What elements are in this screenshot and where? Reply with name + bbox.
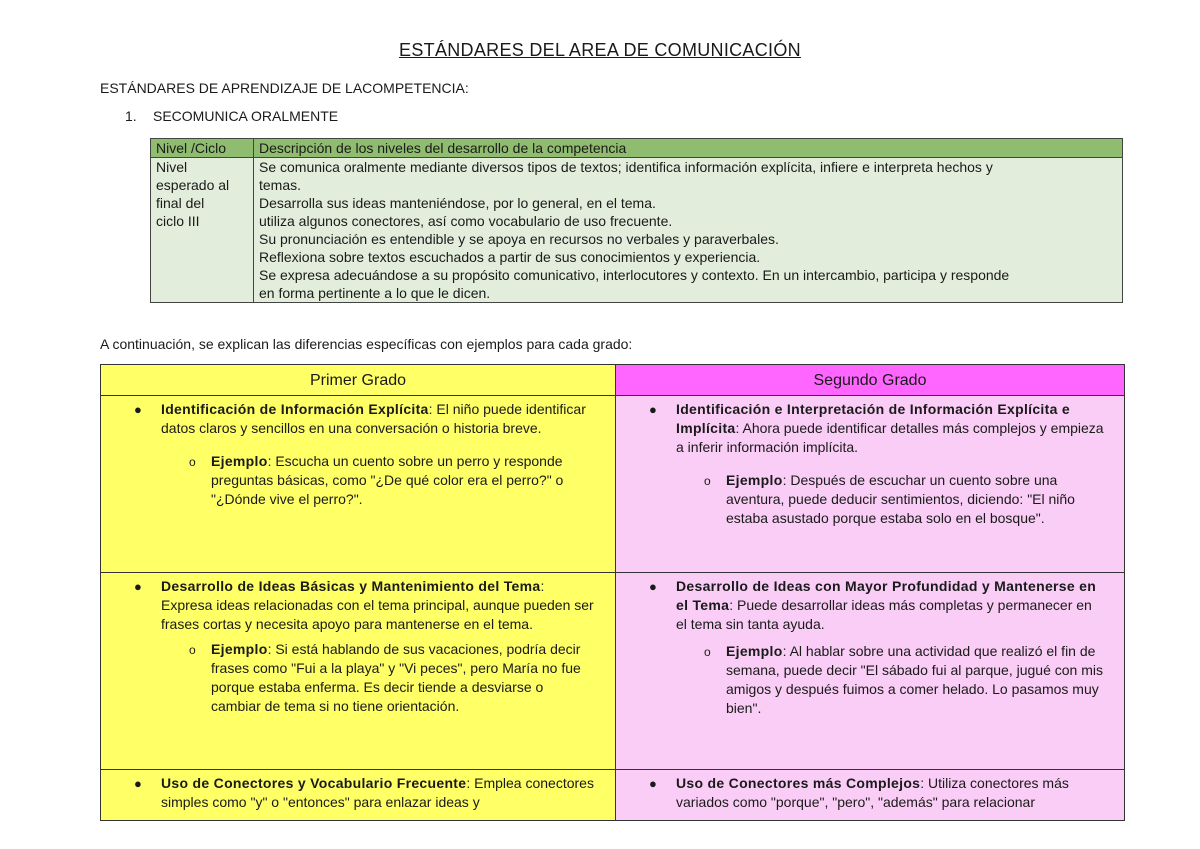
bullet-item <box>101 774 615 812</box>
description-line: Se expresa adecuándose a su propósito comunicativo, interlocutores y contexto. En un intercambio, participa y responde <box>259 267 1010 283</box>
levels-header-row <box>151 139 1123 158</box>
level-line: esperado al <box>156 177 230 193</box>
example-text: : Si está hablando de sus vacaciones, podría decir frases como "Fui a la playa" y "Vi peces", pero María no fue porque estaba enferma. Es decir tiende a desviarse o cambiar de tema si no tiene orientación. <box>211 641 581 714</box>
bullet-icon: ● <box>134 402 142 417</box>
levels-header-description: Descripción de los niveles del desarrollo de la competencia <box>254 139 1123 158</box>
levels-body-row <box>151 158 1123 303</box>
primer-cell <box>101 396 616 573</box>
example-label: Ejemplo <box>726 472 783 488</box>
bullet-title: Uso de Conectores y Vocabulario Frecuente <box>161 775 467 791</box>
segundo-cell <box>616 396 1125 573</box>
example-item <box>616 642 1124 718</box>
bullet-icon: ● <box>649 402 657 417</box>
bullet-title: Desarrollo de Ideas Básicas y Mantenimiento del Tema <box>161 578 541 594</box>
table-row <box>101 573 1125 770</box>
bullet-text: : Ahora puede identificar detalles más complejos y empieza a inferir información implícita. <box>676 420 1104 455</box>
circle-bullet-icon: o <box>189 455 196 469</box>
circle-bullet-icon: o <box>704 474 711 488</box>
description-line: en forma pertinente a lo que le dicen. <box>259 285 491 301</box>
circle-bullet-icon: o <box>704 645 711 659</box>
bullet-item <box>101 400 615 438</box>
section-subtitle: ESTÁNDARES DE APRENDIZAJE DE LACOMPETENCIA: <box>100 80 469 96</box>
header-segundo-grado: Segundo Grado <box>616 365 1125 396</box>
bullet-item <box>616 400 1124 457</box>
grades-header-row <box>101 365 1125 396</box>
bullet-icon: ● <box>134 579 142 594</box>
numbered-list-item <box>125 108 338 124</box>
level-line: Nivel <box>156 159 188 175</box>
primer-cell <box>101 770 616 821</box>
bullet-icon: ● <box>134 776 142 791</box>
bullet-title: Identificación e Interpretación de Información Explícita e Implícita <box>676 401 1070 436</box>
bullet-text: : Puede desarrollar ideas más completas y permanecer en el tema sin tanta ayuda. <box>676 597 1092 632</box>
description-line: temas. <box>259 177 302 193</box>
example-label: Ejemplo <box>211 453 268 469</box>
example-label: Ejemplo <box>211 641 268 657</box>
example-item <box>616 471 1124 528</box>
header-primer-grado: Primer Grado <box>101 365 616 396</box>
bullet-title: Identificación de Información Explícita <box>161 401 429 417</box>
description-line: Desarrolla sus ideas manteniéndose, por lo general, en el tema. <box>259 195 656 211</box>
example-label: Ejemplo <box>726 643 783 659</box>
description-line: Se comunica oralmente mediante diversos tipos de textos; identifica información explícita, infiere e interpreta hechos y <box>259 159 993 175</box>
level-line: ciclo III <box>156 213 200 229</box>
bullet-text: : Expresa ideas relacionadas con el tema principal, aunque pueden ser frases cortas y necesita apoyo para mantenerse en el tema. <box>161 578 594 632</box>
levels-table <box>150 138 1123 303</box>
bullet-text: : Utiliza conectores más variados como "porque", "pero", "además" para relacionar <box>676 775 1069 810</box>
page-title: ESTÁNDARES DEL AREA DE COMUNICACIÓN <box>399 40 801 60</box>
levels-description-cell <box>254 158 1123 303</box>
bullet-icon: ● <box>649 579 657 594</box>
bullet-text: : Emplea conectores simples como "y" o "entonces" para enlazar ideas y <box>161 775 594 810</box>
description-line: utiliza algunos conectores, así como vocabulario de uso frecuente. <box>259 213 673 229</box>
bullet-item <box>101 577 615 634</box>
example-item <box>101 452 615 509</box>
bullet-title: Uso de Conectores más Complejos <box>676 775 921 791</box>
list-number: 1. <box>125 108 137 124</box>
primer-cell <box>101 573 616 770</box>
example-text: : Después de escuchar un cuento sobre una aventura, puede deducir sentimientos, diciendo: "El niño estaba asustado porque estaba solo en el bosque". <box>726 472 1075 526</box>
levels-header-level: Nivel /Ciclo <box>151 139 254 158</box>
example-item <box>101 640 615 716</box>
segundo-cell <box>616 770 1125 821</box>
bullet-title: Desarrollo de Ideas con Mayor Profundidad y Mantenerse en el Tema <box>676 578 1097 613</box>
description-line: Reflexiona sobre textos escuchados a partir de sus conocimientos y experiencia. <box>259 249 761 265</box>
table-row <box>101 770 1125 821</box>
list-item-text: SECOMUNICA ORALMENTE <box>153 108 339 124</box>
grades-table <box>100 364 1125 821</box>
bullet-item <box>616 774 1124 812</box>
bullet-icon: ● <box>649 776 657 791</box>
bullet-item <box>616 577 1124 634</box>
description-line: Su pronunciación es entendible y se apoya en recursos no verbales y paraverbales. <box>259 231 779 247</box>
level-line: final del <box>156 195 205 211</box>
example-text: : Al hablar sobre una actividad que realizó el fin de semana, puede decir "El sábado fui al parque, jugué con mis amigos y después fuimos a comer helado. Lo pasamos muy bien". <box>726 643 1103 716</box>
table-row <box>101 396 1125 573</box>
bullet-text: : El niño puede identificar datos claros y sencillos en una conversación o historia breve. <box>161 401 586 436</box>
circle-bullet-icon: o <box>189 643 196 657</box>
levels-level-cell <box>151 158 254 303</box>
example-text: : Escucha un cuento sobre un perro y responde preguntas básicas, como "¿De qué color era el perro?" o "¿Dónde vive el perro?". <box>211 453 564 507</box>
segundo-cell <box>616 573 1125 770</box>
intro-paragraph: A continuación, se explican las diferencias específicas con ejemplos para cada grado: <box>100 336 633 352</box>
